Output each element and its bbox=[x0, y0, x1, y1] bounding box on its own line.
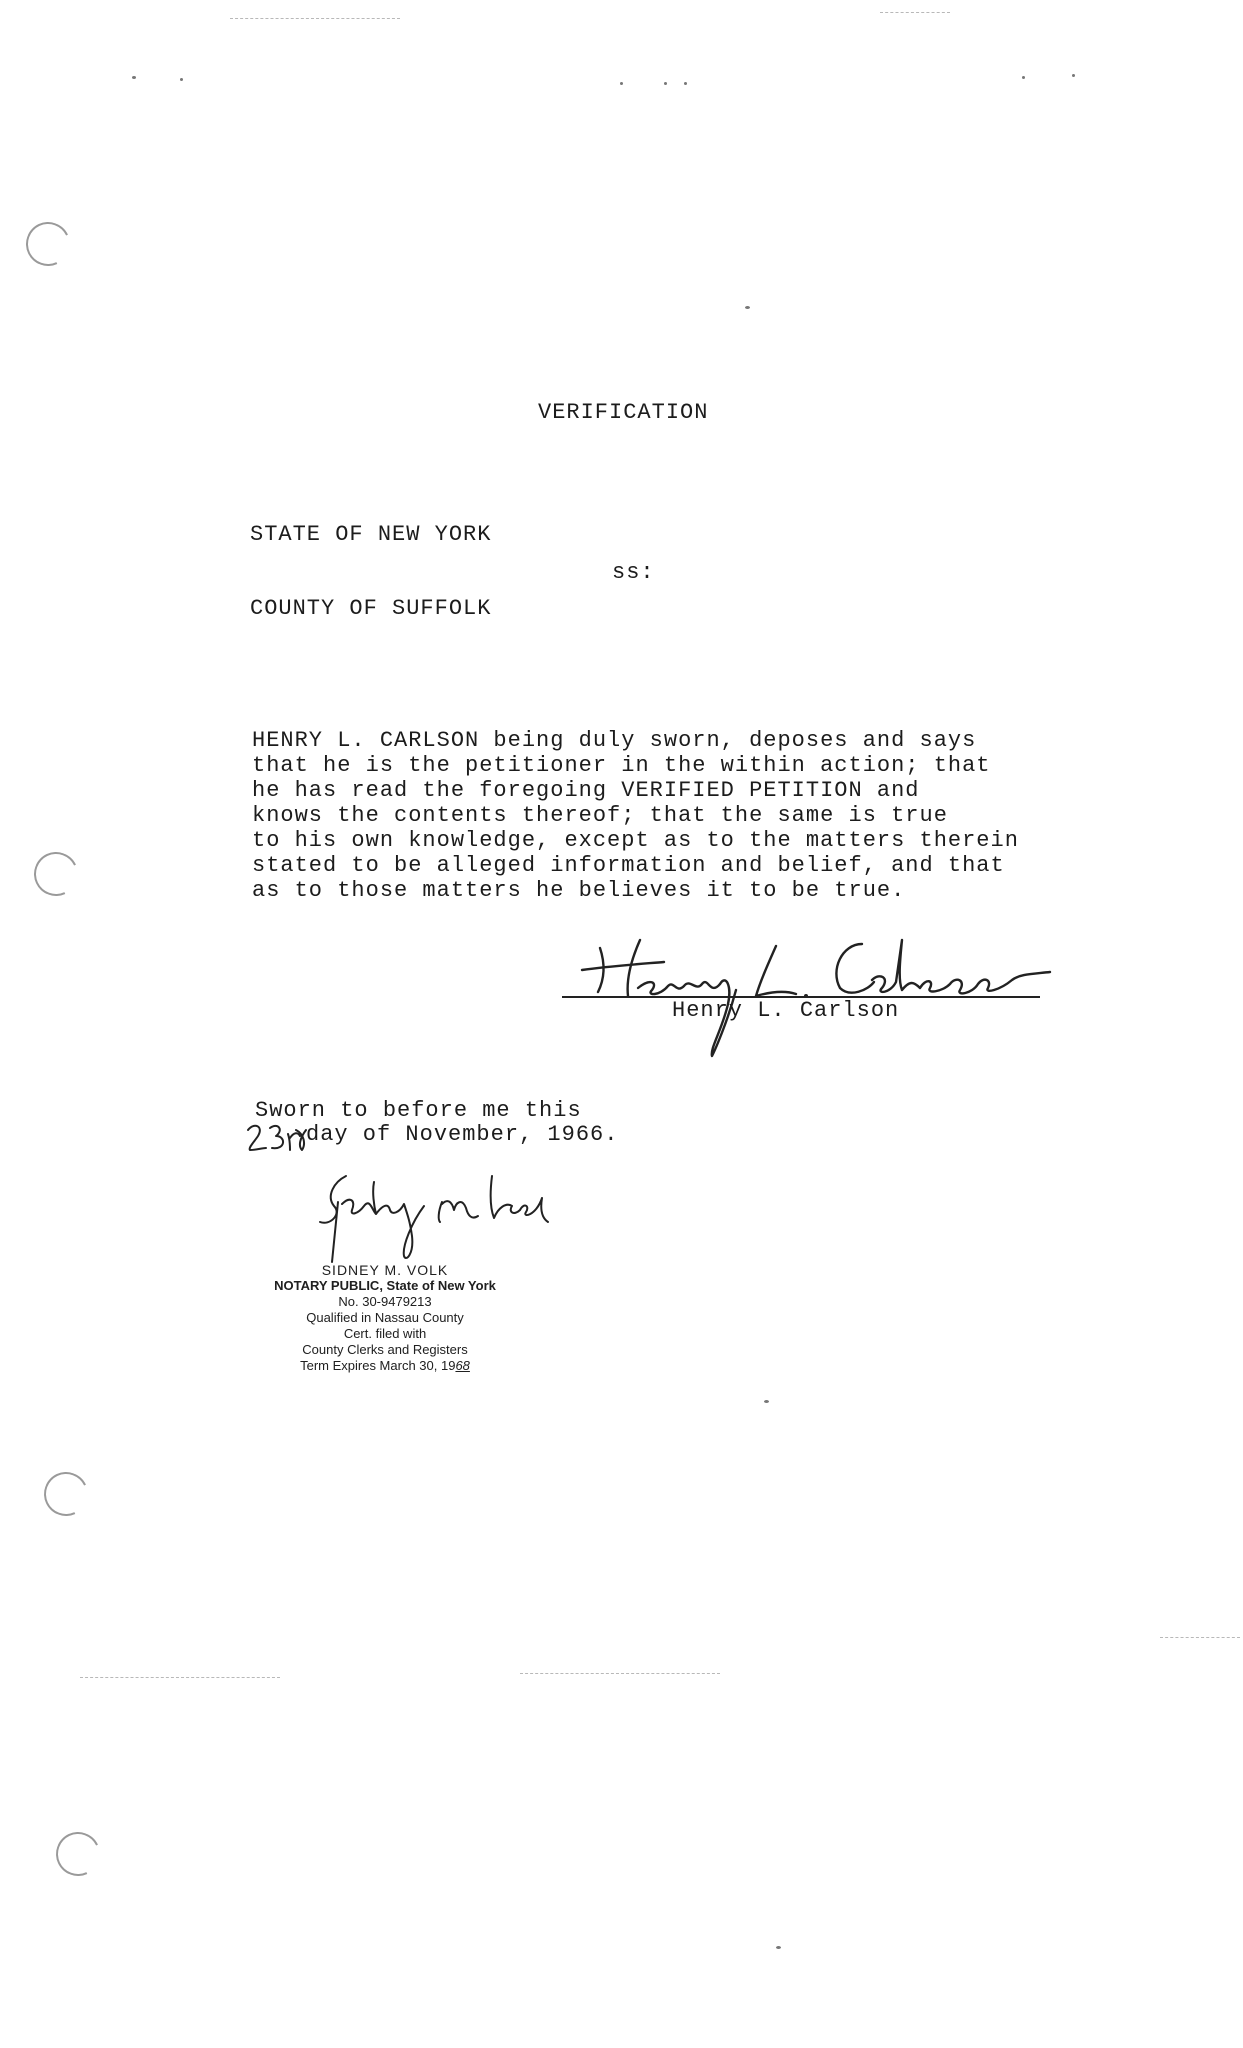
venue-state: STATE OF NEW YORK bbox=[250, 522, 492, 547]
scan-artifact bbox=[620, 82, 623, 85]
affidavit-body bbox=[252, 728, 1019, 903]
document-title: VERIFICATION bbox=[538, 400, 709, 425]
scan-artifact bbox=[664, 82, 667, 85]
scan-artifact bbox=[230, 18, 400, 20]
scan-artifact bbox=[132, 76, 136, 79]
scan-artifact bbox=[80, 1677, 280, 1679]
scan-artifact bbox=[764, 1400, 769, 1403]
jurat-line-2: day of November, 1966. bbox=[306, 1122, 619, 1147]
body-line: knows the contents thereof; that the same is true bbox=[252, 803, 948, 828]
binder-hole-icon bbox=[28, 846, 84, 902]
venue-county: COUNTY OF SUFFOLK bbox=[250, 596, 492, 621]
scan-artifact bbox=[1022, 76, 1025, 79]
scan-artifact bbox=[745, 306, 750, 309]
notary-stamp-term bbox=[255, 1358, 515, 1374]
scan-artifact bbox=[1160, 1637, 1240, 1639]
binder-hole-icon bbox=[38, 1466, 94, 1522]
notary-stamp-title: NOTARY PUBLIC, State of New York bbox=[274, 1278, 496, 1293]
body-line: to his own knowledge, except as to the matters therein bbox=[252, 828, 1019, 853]
scan-artifact bbox=[1072, 74, 1075, 77]
scan-artifact bbox=[180, 78, 183, 81]
notary-stamp-term-year: 68 bbox=[455, 1358, 470, 1373]
affiant-signature bbox=[580, 930, 1060, 1060]
notary-stamp-name: SIDNEY M. VOLK bbox=[321, 1262, 449, 1278]
binder-hole-icon bbox=[50, 1826, 106, 1882]
body-line: HENRY L. CARLSON being duly sworn, deposes and says bbox=[252, 728, 977, 753]
scan-artifact bbox=[520, 1673, 720, 1675]
affiant-typed-name: Henry L. Carlson bbox=[672, 998, 900, 1023]
notary-signature bbox=[316, 1162, 556, 1272]
body-line: that he is the petitioner in the within action; that bbox=[252, 753, 991, 778]
body-line: as to those matters he believes it to be true. bbox=[252, 878, 906, 903]
scan-artifact bbox=[684, 82, 687, 85]
binder-hole-icon bbox=[20, 216, 76, 272]
notary-stamp-term-text: Term Expires March 30, 19 bbox=[300, 1358, 456, 1373]
body-line: stated to be alleged information and belief, and that bbox=[252, 853, 1005, 878]
venue-ss: ss: bbox=[612, 560, 655, 585]
notary-stamp-number: No. 30-9479213 bbox=[338, 1294, 432, 1309]
jurat-day-handwritten bbox=[244, 1120, 310, 1160]
jurat-line-1: Sworn to before me this bbox=[255, 1098, 582, 1123]
notary-stamp-clerks: County Clerks and Registers bbox=[302, 1342, 468, 1357]
notary-stamp-qualified: Qualified in Nassau County bbox=[306, 1310, 464, 1325]
scan-artifact bbox=[880, 12, 950, 14]
body-line: he has read the foregoing VERIFIED PETITION and bbox=[252, 778, 920, 803]
notary-stamp-cert: Cert. filed with bbox=[343, 1326, 427, 1341]
scan-artifact bbox=[776, 1946, 781, 1949]
notary-stamp bbox=[255, 1262, 515, 1374]
